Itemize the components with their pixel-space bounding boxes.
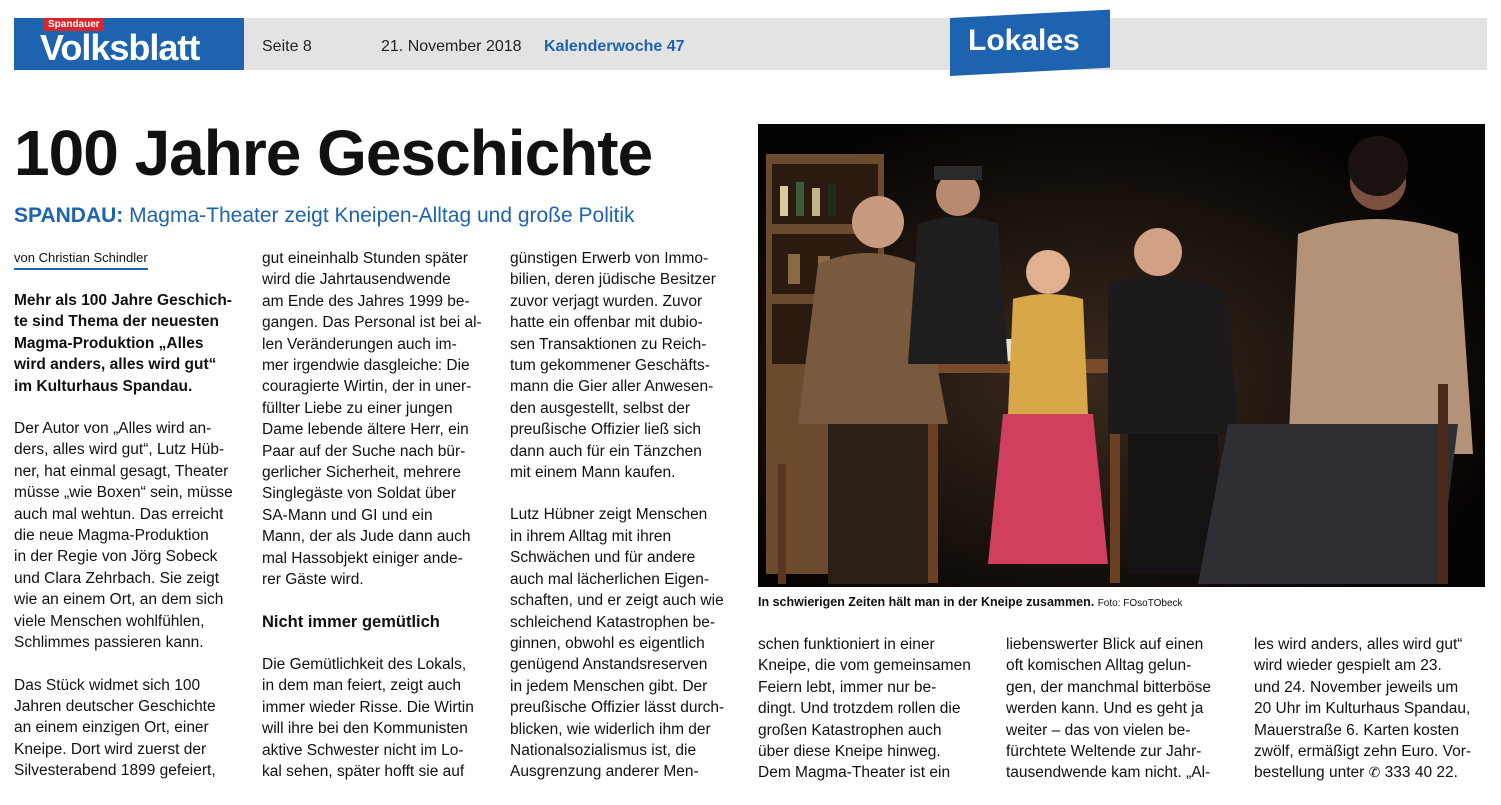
text-line: werden kann. Und es geht ja (1006, 700, 1204, 718)
text-line: hatte ein offenbar mit dubio- (510, 314, 703, 332)
logo-subtitle: Spandauer (44, 18, 104, 31)
text-line: Dame lebende ältere Herr, ein (262, 421, 469, 439)
article-headline: 100 Jahre Geschichte (14, 117, 653, 189)
text-line: preußische Offizier lässt durch- (510, 699, 725, 717)
text-line: gut eineinhalb Stunden später (262, 250, 468, 267)
text-line: Kneipe. Dort wird zuerst der (14, 740, 207, 758)
phone-number[interactable]: 333 40 22. (1380, 764, 1458, 782)
text-column-5 (1006, 634, 1238, 784)
text-line: SA-Mann und GI und ein (262, 506, 433, 524)
text-line: Schlimmes passieren kann. (14, 634, 204, 652)
text-line: liebenswerter Blick auf einen (1006, 636, 1204, 653)
text-line: mit einem Mann kaufen. (510, 464, 676, 482)
subhead-place: SPANDAU: (14, 204, 124, 227)
text-line: mann die Gier aller Anwesen- (510, 378, 714, 396)
text-line: Mann, der als Jude dann auch (262, 528, 471, 546)
paragraph-gap (262, 591, 494, 612)
text-line: wird die Jahrtausendwende (262, 271, 451, 289)
section-label: Lokales (968, 24, 1080, 57)
text-line: ginnen, obwohl es eigentlich (510, 634, 705, 652)
text-line: wird anders, alles wird gut“ (14, 356, 217, 374)
text-line: Kneipe, die vom gemeinsamen (758, 657, 971, 675)
text-line: gerlicher Sicherheit, mehrere (262, 464, 462, 482)
newspaper-logo[interactable] (14, 18, 244, 70)
page-number: Seite 8 (262, 38, 312, 55)
section-subtitle: Nicht immer gemütlich (262, 612, 440, 631)
text-line: in ihrem Alltag mit ihren (510, 527, 672, 545)
text-line: zwölf, ermäßigt zehn Euro. Vor- (1254, 743, 1472, 761)
text-line: immer wieder Risse. Die Wirtin (262, 698, 474, 716)
text-line: zuvor verjagt wurden. Zuvor (510, 292, 703, 310)
photo-caption (758, 595, 1183, 609)
text-line: auch mal wehtun. Das erreicht (14, 505, 224, 523)
text-column-3 (510, 248, 742, 783)
text-line: 20 Uhr im Kulturhaus Spandau, (1254, 700, 1471, 718)
paragraph-gap (262, 633, 494, 654)
text-line: Ausgrenzung anderer Men- (510, 763, 699, 781)
text-line: les wird anders, alles wird gut“ (1254, 636, 1463, 653)
text-line: len Veränderungen auch im- (262, 335, 457, 353)
paragraph-gap (14, 397, 246, 418)
text-line: tausendwende kam nicht. „Al- (1006, 764, 1211, 782)
text-line: und 24. November jeweils um (1254, 678, 1459, 696)
text-line: schaften, und er zeigt auch wie (510, 592, 724, 610)
text-line: Magma-Produktion „Alles (14, 334, 204, 352)
phone-icon: ✆ (1368, 764, 1381, 781)
text-line: Singlegäste von Soldat über (262, 485, 456, 503)
text-line: gen, der manchmal bitterböse (1006, 678, 1212, 696)
text-line: blicken, wie widerlich ihm der (510, 720, 711, 738)
text-line: mer irgendwie dasgleiche: Die (262, 357, 470, 375)
text-line: Die Gemütlichkeit des Lokals, (262, 655, 467, 673)
text-line: den ausgestellt, selbst der (510, 399, 691, 417)
text-line: couragierte Wirtin, der in uner- (262, 378, 472, 396)
author-byline: von Christian Schindler (14, 250, 148, 270)
text-line: sen Transaktionen zu Reich- (510, 335, 707, 353)
text-line: Nationalsozialismus ist, die (510, 741, 697, 759)
text-line: auch mal lächerlichen Eigen- (510, 570, 710, 588)
text-line: Lutz Hübner zeigt Menschen (510, 506, 708, 524)
text-line: rer Gäste wird. (262, 571, 364, 589)
text-line: Der Autor von „Alles wird an- (14, 420, 212, 438)
text-line: am Ende des Jahres 1999 be- (262, 292, 470, 310)
text-line: Schwächen und für andere (510, 549, 696, 567)
text-line: fürchtete Weltende zur Jahr- (1006, 743, 1202, 761)
text-line: viele Menschen wohlfühlen, (14, 612, 205, 630)
text-line-phone (1254, 762, 1486, 783)
text-line: genügend Anstandsreserven (510, 656, 708, 674)
text-line: Das Stück widmet sich 100 (14, 676, 201, 694)
text-line: Mauerstraße 6. Karten kosten (1254, 721, 1460, 739)
text-line: weiter – das von vielen be- (1006, 721, 1191, 739)
text-line: über diese Kneipe hinweg. (758, 743, 941, 761)
text-line: müsse „wie Boxen“ sein, müsse (14, 484, 233, 502)
text-line: mal Hassobjekt einiger ande- (262, 549, 463, 567)
text-line: Silvesterabend 1899 gefeiert, (14, 762, 216, 780)
text-line: großen Katastrophen auch (758, 721, 942, 739)
text-line: aktive Schwester nicht im Lo- (262, 741, 464, 759)
subhead-text: Magma-Theater zeigt Kneipen-Alltag und große Politik (123, 204, 635, 227)
text-line: bilien, deren jüdische Besitzer (510, 271, 716, 289)
text-line: dann auch für ein Tänzchen (510, 442, 702, 460)
text-line: te sind Thema der neuesten (14, 313, 219, 331)
text-line: tum gekommener Geschäfts- (510, 357, 710, 375)
text-line: und Clara Zehrbach. Sie zeigt (14, 569, 220, 587)
text-line: Dem Magma-Theater ist ein (758, 764, 951, 782)
text-line: will ihre bei den Kommunisten (262, 720, 468, 738)
text-line: die neue Magma-Produktion (14, 527, 209, 545)
text-line: an einem einzigen Ort, einer (14, 719, 209, 737)
text-line: ders, alles wird gut“, Lutz Hüb- (14, 441, 225, 459)
text-line: Paar auf der Suche nach bür- (262, 442, 466, 460)
text-line: Mehr als 100 Jahre Geschich- (14, 292, 232, 309)
text-line: wie an einem Ort, an dem sich (14, 591, 224, 609)
text-column-4 (758, 634, 990, 784)
text-line: Jahren deutscher Geschichte (14, 697, 216, 715)
text-line: schleichend Katastrophen be- (510, 613, 716, 631)
text-column-1 (14, 290, 246, 782)
text-line: im Kulturhaus Spandau. (14, 377, 193, 395)
text-line: preußische Offizier ließ sich (510, 421, 701, 439)
text-line: wird wieder gespielt am 23. (1254, 657, 1442, 675)
text-line: ner, hat einmal gesagt, Theater (14, 462, 229, 480)
text-line: günstigen Erwerb von Immo- (510, 250, 709, 267)
text-line: kal sehen, später hofft sie auf (262, 762, 465, 780)
text-line: in jedem Menschen gibt. Der (510, 677, 708, 695)
issue-date: 21. November 2018 (381, 38, 522, 55)
text-line: Feiern lebt, immer nur be- (758, 678, 937, 696)
logo-title: Volksblatt (40, 27, 200, 68)
text-line: in der Regie von Jörg Sobeck (14, 548, 218, 566)
theater-scene-illustration (758, 124, 1485, 587)
paragraph-gap (14, 654, 246, 675)
article-photo[interactable] (758, 124, 1485, 587)
lead-paragraph (14, 290, 246, 397)
text-column-6 (1254, 634, 1486, 784)
caption-text: In schwierigen Zeiten hält man in der Kneipe zusammen. (758, 595, 1095, 609)
paragraph-gap (510, 483, 742, 504)
photo-credit: Foto: FOsoTObeck (1097, 598, 1183, 609)
text-line: oft komischen Alltag gelun- (1006, 657, 1192, 675)
calendar-week: Kalenderwoche 47 (544, 38, 685, 55)
text-line: gangen. Das Personal ist bei al- (262, 314, 482, 332)
text-line: schen funktioniert in einer (758, 636, 935, 653)
article-subhead (14, 204, 635, 228)
text-column-2 (262, 248, 494, 782)
text-line: füllter Liebe zu einer jungen (262, 399, 453, 417)
text-line: dingt. Und trotzdem rollen die (758, 700, 961, 718)
text-line: in dem man feiert, zeigt auch (262, 677, 462, 695)
booking-prefix: bestellung unter (1254, 764, 1369, 782)
